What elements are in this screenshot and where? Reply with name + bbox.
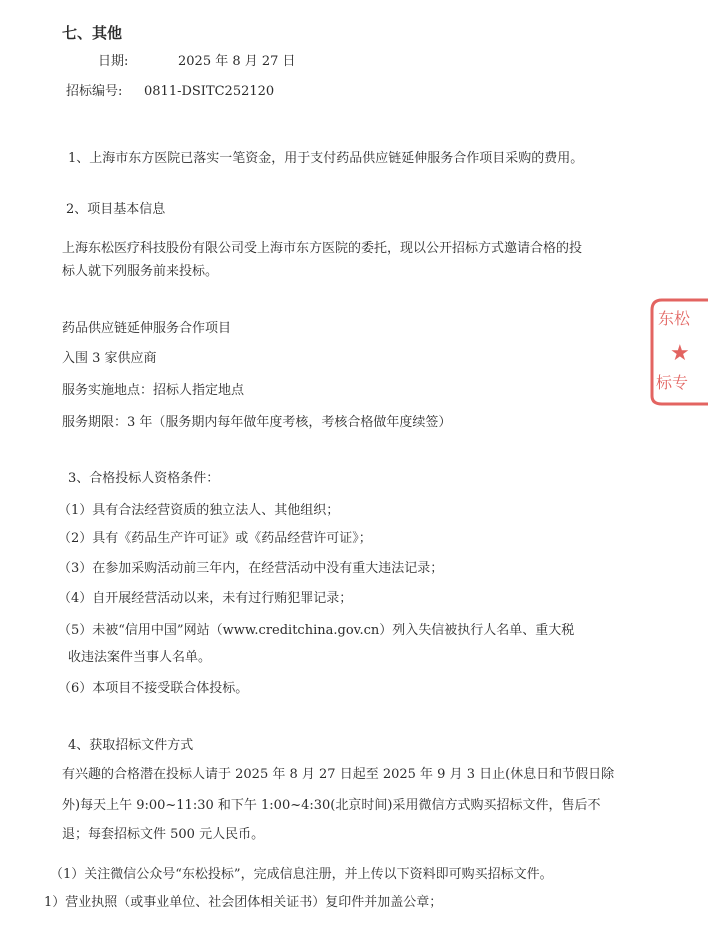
obtain-step-1: （1）关注微信公众号“东松投标”，完成信息注册，并上传以下资料即可购买招标文件。	[50, 867, 553, 882]
project-info-heading: 2、项目基本信息	[66, 202, 166, 217]
section-heading: 七、其他	[62, 24, 123, 42]
date-value: 2025 年 8 月 27 日	[178, 54, 296, 69]
obtain-documents-line-2: 外)每天上午 9:00~11:30 和下午 1:00~4:30(北京时间)采用微信方式购买招标文件，售后不	[62, 798, 601, 813]
service-location: 服务实施地点：招标人指定地点	[62, 383, 245, 398]
project-name: 药品供应链延伸服务合作项目	[62, 321, 232, 336]
service-period: 服务期限：3 年（服务期内每年做年度考核，考核合格做年度续签）	[62, 415, 452, 430]
svg-text:东松: 东松	[658, 309, 691, 328]
project-intro-line-2: 标人就下列服务前来投标。	[62, 264, 219, 279]
qualification-heading: 3、合格投标人资格条件：	[68, 471, 220, 486]
obtain-sub-step-1: 1）营业执照（或事业单位、社会团体相关证书）复印件并加盖公章；	[44, 895, 443, 910]
obtain-documents-heading: 4、获取招标文件方式	[68, 738, 194, 753]
obtain-documents-line-1: 有兴趣的合格潜在投标人请于 2025 年 8 月 27 日起至 2025 年 9 月 3 日止(休息日和节假日除	[62, 767, 615, 782]
qualification-3: （3）在参加采购活动前三年内，在经营活动中没有重大违法记录；	[58, 561, 444, 576]
funding-statement: 1、上海市东方医院已落实一笔资金，用于支付药品供应链延伸服务合作项目采购的费用。	[68, 151, 584, 166]
seal-graphic	[650, 296, 710, 408]
svg-text:★: ★	[670, 341, 690, 366]
date-label: 日期:	[98, 54, 129, 69]
qualification-6: （6）本项目不接受联合体投标。	[58, 681, 249, 696]
tender-number-label: 招标编号:	[66, 84, 123, 99]
obtain-documents-line-3: 退；每套招标文件 500 元人民币。	[62, 827, 265, 842]
qualification-5-line-1: （5）未被“信用中国”网站（www.creditchina.gov.cn）列入失信被执行人名单、重大税	[58, 623, 575, 638]
official-seal	[650, 296, 710, 408]
svg-text:标专: 标专	[656, 373, 689, 392]
project-intro-line-1: 上海东松医疗科技股份有限公司受上海市东方医院的委托，现以公开招标方式邀请合格的投	[62, 241, 583, 256]
tender-number-value: 0811-DSITC252120	[144, 84, 275, 99]
qualification-4: （4）自开展经营活动以来，未有过行贿犯罪记录；	[58, 591, 353, 606]
qualification-5-line-2: 收违法案件当事人名单。	[68, 650, 212, 665]
qualification-1: （1）具有合法经营资质的独立法人、其他组织；	[58, 503, 340, 518]
qualification-2: （2）具有《药品生产许可证》或《药品经营许可证》；	[58, 531, 372, 546]
supplier-count: 入围 3 家供应商	[62, 351, 157, 366]
